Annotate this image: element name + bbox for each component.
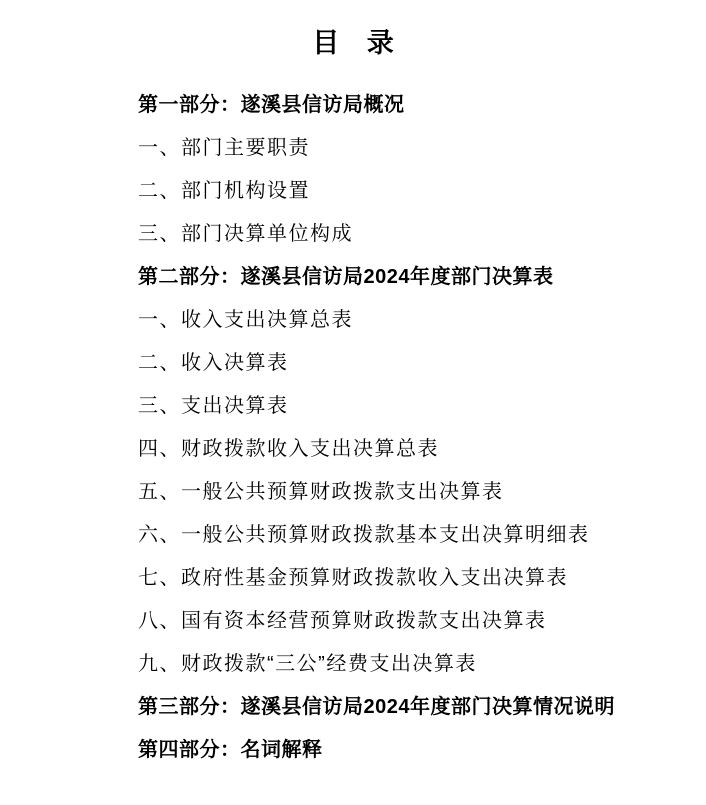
toc-entry: 九、财政拨款“三公”经费支出决算表 <box>138 653 477 675</box>
toc-entry: 五、一般公共预算财政拨款支出决算表 <box>138 481 504 503</box>
toc-section-heading: 第四部分：名词解释 <box>138 739 323 761</box>
toc-entry: 四、财政拨款收入支出决算总表 <box>138 438 439 460</box>
toc-entry: 一、部门主要职责 <box>138 137 310 159</box>
toc-entry: 二、部门机构设置 <box>138 180 310 202</box>
toc-entry: 三、部门决算单位构成 <box>138 223 353 245</box>
toc-section-heading: 第二部分：遂溪县信访局2024年度部门决算表 <box>138 266 554 288</box>
toc-section-heading: 第一部分：遂溪县信访局概况 <box>138 94 405 116</box>
table-of-contents <box>0 94 706 761</box>
toc-section-heading: 第三部分：遂溪县信访局2024年度部门决算情况说明 <box>138 696 615 718</box>
page-title: 目 录 <box>312 28 404 58</box>
toc-entry: 三、支出决算表 <box>138 395 289 417</box>
toc-entry: 二、收入决算表 <box>138 352 289 374</box>
toc-entry: 六、一般公共预算财政拨款基本支出决算明细表 <box>138 524 590 546</box>
toc-entry: 七、政府性基金预算财政拨款收入支出决算表 <box>138 567 568 589</box>
toc-entry: 一、收入支出决算总表 <box>138 309 353 331</box>
toc-entry: 八、国有资本经营预算财政拨款支出决算表 <box>138 610 547 632</box>
